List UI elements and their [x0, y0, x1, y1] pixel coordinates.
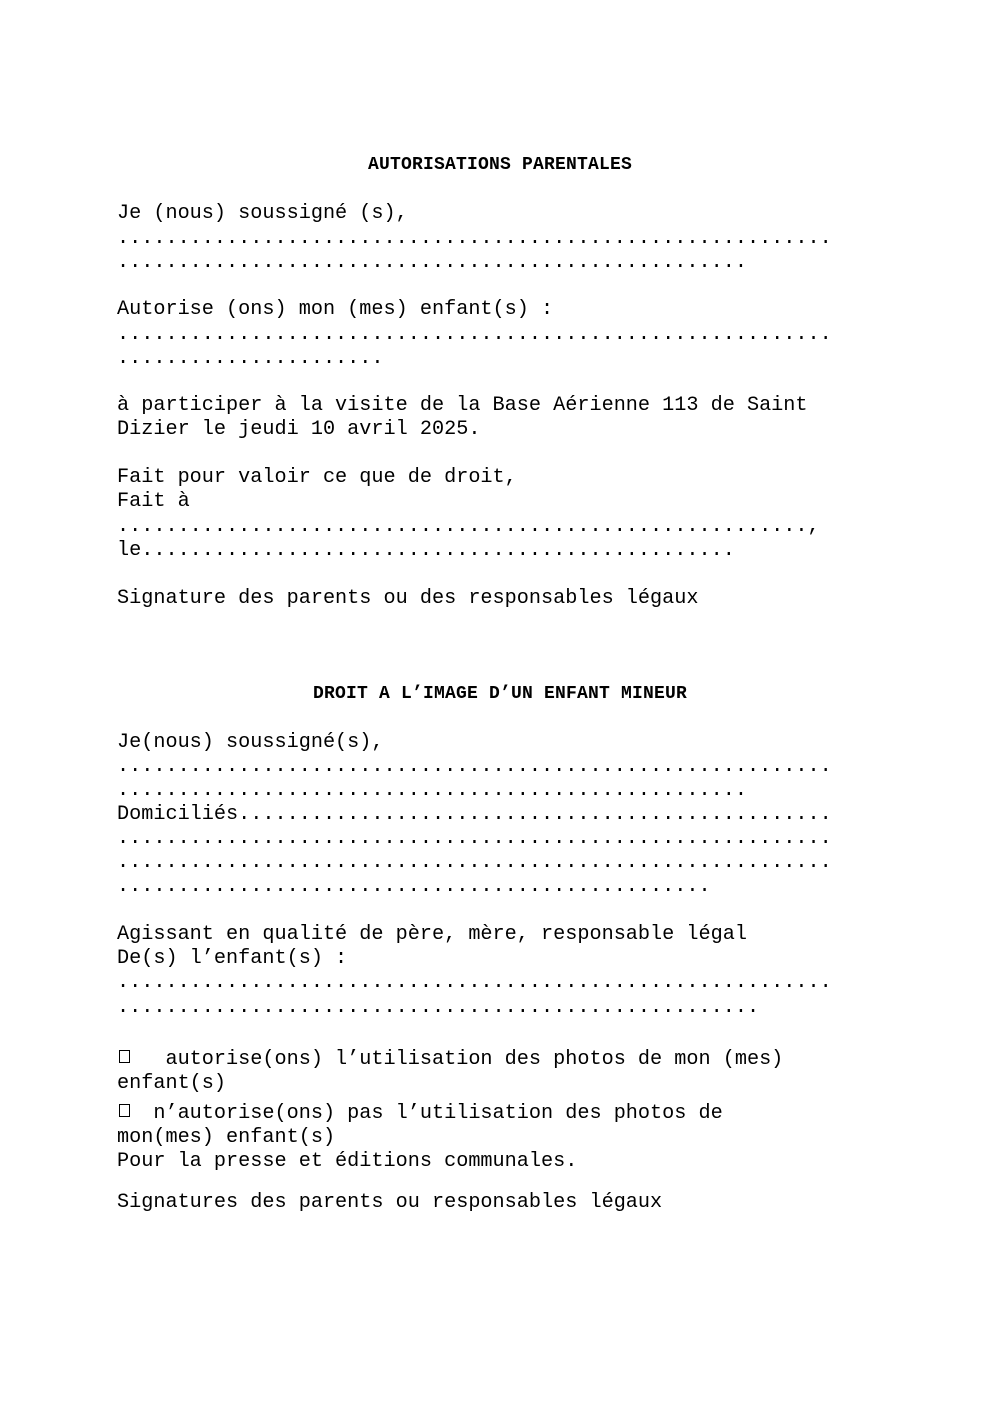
section-title-autorisations: AUTORISATIONS PARENTALES [367, 155, 633, 175]
dotted-fill-line: ........................................................... [117, 755, 832, 778]
dotted-fill-line: ................................................. [117, 875, 711, 898]
text-line: à participer à la visite de la Base Aérienne 113 de Saint [117, 394, 808, 417]
option-n-autorise-pas-text: n’autorise(ons) pas l’utilisation des photos de [117, 1102, 723, 1125]
dotted-fill-line: ........................................................... [117, 827, 832, 850]
text-line: Autorise (ons) mon (mes) enfant(s) : [117, 298, 554, 321]
text-line: Fait pour valoir ce que de droit, [117, 466, 517, 489]
text-line: De(s) l’enfant(s) : [117, 947, 348, 970]
dotted-fill-line: ..................................................... [117, 996, 760, 1019]
dotted-fill-line: .................................................... [117, 251, 747, 274]
dotted-fill-line: Domiciliés................................................. [117, 803, 832, 826]
text-line: Fait à [117, 490, 190, 513]
text-line: Pour la presse et éditions communales. [117, 1150, 578, 1173]
dotted-fill-line: ...................... [117, 347, 384, 370]
dotted-fill-line: ........................................................... [117, 971, 832, 994]
dotted-fill-line: .................................................... [117, 779, 747, 802]
text-line: Je(nous) soussigné(s), [117, 731, 384, 754]
option-n-autorise-pas-text: mon(mes) enfant(s) [117, 1126, 336, 1149]
dotted-fill-line: le................................................. [117, 539, 735, 562]
section-title-droit-image: DROIT A L’IMAGE D’UN ENFANT MINEUR [312, 684, 688, 704]
dotted-fill-line: ........................................................... [117, 851, 832, 874]
text-line: Dizier le jeudi 10 avril 2025. [117, 418, 481, 441]
option-autorise-text: autorise(ons) l’utilisation des photos de mon (mes) [117, 1048, 784, 1071]
dotted-fill-line: ........................................................... [117, 227, 832, 250]
dotted-fill-line: ........................................................... [117, 323, 832, 346]
signature-label: Signatures des parents ou responsables légaux [117, 1191, 663, 1214]
dotted-fill-line: ........................................................., [117, 515, 820, 538]
text-line: Je (nous) soussigné (s), [117, 202, 408, 225]
signature-label: Signature des parents ou des responsables légaux [117, 587, 699, 610]
text-line: Agissant en qualité de père, mère, responsable légal [117, 923, 747, 946]
option-autorise-text: enfant(s) [117, 1072, 227, 1095]
